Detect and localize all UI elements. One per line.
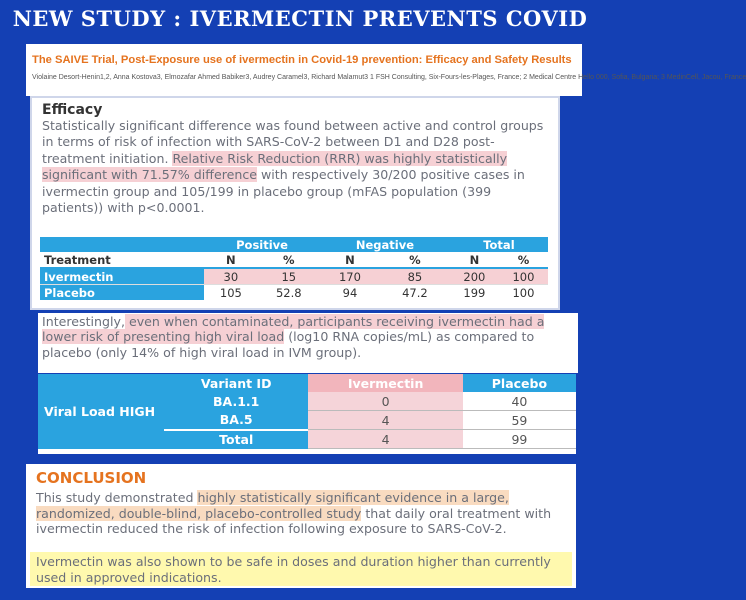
viral-load-table-wrap <box>38 374 576 454</box>
table-header-row <box>38 374 576 392</box>
header-variant: Variant ID <box>164 374 308 392</box>
viral-load-text <box>42 314 578 360</box>
headline: NEW STUDY : IVERMECTIN PREVENTS COVID <box>12 6 588 31</box>
header-treatment: Treatment <box>40 252 204 268</box>
viral-text-1: Interestingly, <box>42 314 125 329</box>
subheader: % <box>380 252 450 268</box>
efficacy-highlight: Relative Risk Reduction (RRR) was highly statistically significant with 71.57% difference <box>42 150 508 183</box>
subheader: % <box>499 252 548 268</box>
subheader: % <box>258 252 320 268</box>
table-cell: 30 <box>204 268 257 285</box>
paper-authors: Violaine Desort-Henin1,2, Anna Kostova3, Elmozafar Ahmed Babiker3, Audrey Caramel3, Richard Malamut3 1 FSH Consulting, Six-Fours-les-Plages, France; 2 Medical Centre Hello 000, Sofia, Bulgaria; 3 MedinCell, Jacou, France <box>32 74 746 81</box>
table-header-row <box>40 237 548 252</box>
efficacy-text-1: Statistically significant difference was found between active and control groups in terms of risk of infection with SARS-CoV-2 between D1 and D28 post-treatment initiation. <box>42 118 544 166</box>
table-cell: 100 <box>499 268 548 285</box>
viral-load-label: Viral Load HIGH <box>38 374 164 449</box>
table-cell: 100 <box>499 285 548 301</box>
table-cell: 15 <box>258 268 320 285</box>
conclusion-text-1: This study demonstrated <box>36 490 198 505</box>
conclusion-section <box>26 464 576 588</box>
table-cell: 200 <box>450 268 499 285</box>
placebo-cell: 99 <box>463 430 576 449</box>
conclusion-text-3: that daily oral treatment with ivermectin reduced the risk of infection following exposure to SARS-CoV-2. <box>36 505 552 536</box>
table-cell: 199 <box>450 285 499 301</box>
ivermectin-cell: 4 <box>308 411 462 430</box>
viral-load-table <box>38 374 576 449</box>
placebo-cell: 59 <box>463 411 576 430</box>
table-subheader-row <box>40 252 548 268</box>
header-positive: Positive <box>204 237 320 252</box>
variant-cell: BA.5 <box>164 411 308 430</box>
placebo-cell: 40 <box>463 392 576 411</box>
table-corner <box>40 237 204 252</box>
subheader: N <box>204 252 257 268</box>
paper-title-panel <box>26 44 746 96</box>
viral-load-section <box>38 313 578 373</box>
infection-table <box>40 237 548 300</box>
conclusion-heading: CONCLUSION <box>36 469 147 487</box>
row-label-ivermectin: Ivermectin <box>40 268 204 285</box>
row-label-placebo: Placebo <box>40 285 204 301</box>
subheader: N <box>320 252 380 268</box>
header-placebo: Placebo <box>463 374 576 392</box>
efficacy-heading: Efficacy <box>42 102 103 118</box>
ivermectin-cell: 0 <box>308 392 462 411</box>
table-cell: 105 <box>204 285 257 301</box>
safety-text: Ivermectin was also shown to be safe in doses and duration higher than currently used in approved indications. <box>36 554 551 585</box>
efficacy-text-3: with respectively 30/200 positive cases in ivermectin group and 105/199 in placebo group (mFAS population (399 patients)) with p<0.0001. <box>42 167 525 216</box>
header-negative: Negative <box>320 237 450 252</box>
header-ivermectin: Ivermectin <box>308 374 462 392</box>
table-cell: 85 <box>380 268 450 285</box>
viral-text-3: (log10 RNA copies/mL) as compared to placebo (only 14% of high viral load in IVM group). <box>42 329 535 360</box>
ivermectin-cell: 4 <box>308 430 462 449</box>
table-cell: 170 <box>320 268 380 285</box>
subheader: N <box>450 252 499 268</box>
table-cell: 52.8 <box>258 285 320 301</box>
table-cell: 94 <box>320 285 380 301</box>
table-row <box>40 285 548 301</box>
table-row <box>40 268 548 285</box>
variant-cell: Total <box>164 430 308 449</box>
conclusion-text <box>36 490 566 537</box>
conclusion-highlight: highly statistically significant evidence in a large, randomized, double-blind, placebo-controlled study <box>36 490 509 521</box>
header-total: Total <box>450 237 548 252</box>
efficacy-text <box>42 118 552 216</box>
viral-highlight: even when contaminated, participants receiving ivermectin had a lower risk of presenting high viral load <box>42 314 545 345</box>
variant-cell: BA.1.1 <box>164 392 308 411</box>
paper-title: The SAIVE Trial, Post-Exposure use of ivermectin in Covid-19 prevention: Efficacy and Safety Results <box>32 54 572 66</box>
table-cell: 47.2 <box>380 285 450 301</box>
